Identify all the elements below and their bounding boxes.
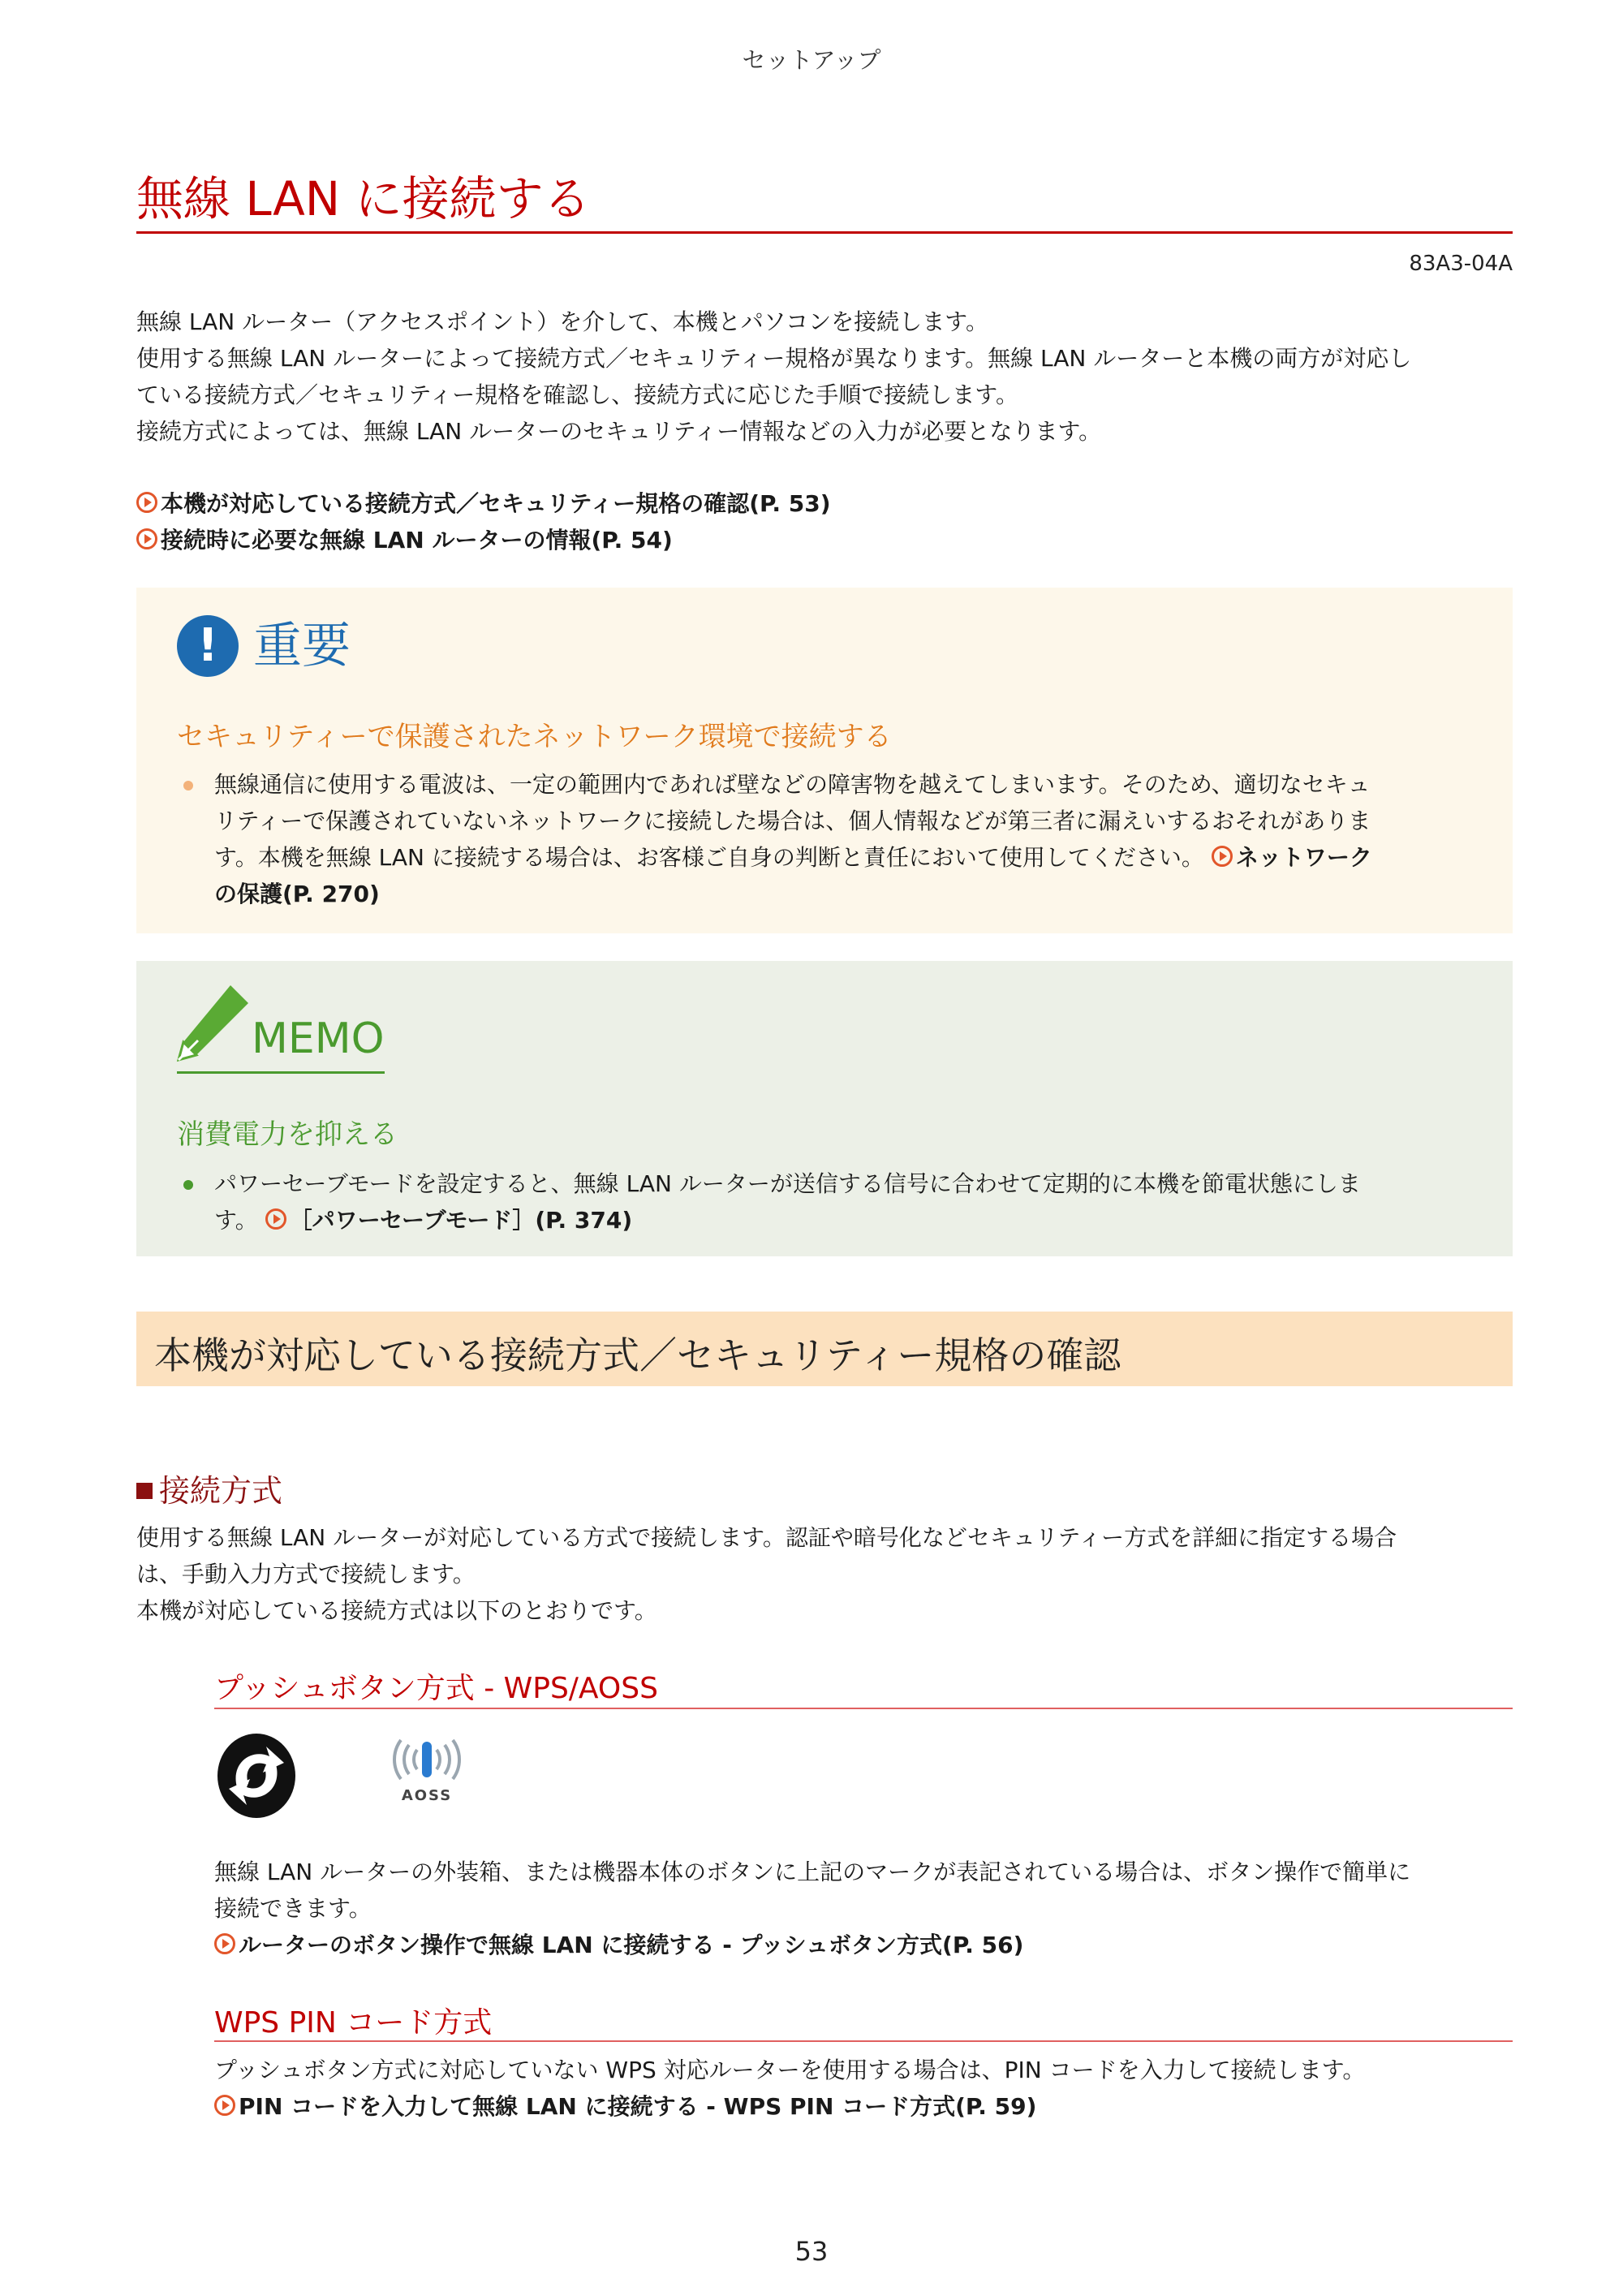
bullet-dot xyxy=(183,1180,193,1190)
link-network-protection-cont[interactable]: の保護(P. 270) xyxy=(214,881,380,907)
important-heading: 重要 xyxy=(253,618,351,674)
page-title: 無線 LAN に接続する xyxy=(136,171,591,226)
aoss-logo-icon xyxy=(386,1734,467,1805)
link-text[interactable]: 接続時に必要な無線 LAN ルーターの情報(P. 54) xyxy=(161,527,673,554)
section-title: 本機が対応している接続方式／セキュリティー規格の確認 xyxy=(154,1333,1121,1377)
pencil-icon xyxy=(174,980,255,1076)
method-line: 使用する無線 LAN ルーターが対応している方式で接続します。認証や暗号化などセキュリティー方式を詳細に指定する場合 xyxy=(136,1524,1397,1551)
link-router-info[interactable] xyxy=(136,522,831,558)
link-wps-pin-method[interactable] xyxy=(214,2088,1365,2125)
important-subheading: セキュリティーで保護されたネットワーク環境で接続する xyxy=(177,721,892,753)
link-network-protection[interactable] xyxy=(1212,844,1372,871)
wps-pin-text xyxy=(214,2052,1365,2125)
title-underline xyxy=(136,231,1513,234)
push-button-heading: プッシュボタン方式 - WPS/AOSS xyxy=(214,1672,658,1705)
exclamation-icon: ! xyxy=(177,615,239,677)
link-power-save[interactable] xyxy=(265,1207,633,1234)
memo-heading: MEMO xyxy=(252,1014,385,1063)
memo-line: パワーセーブモードを設定すると、無線 LAN ルーターが送信する信号に合わせて定期的に本機を節電状態にしま xyxy=(214,1170,1361,1197)
link-push-button-method[interactable] xyxy=(214,1927,1410,1963)
link-text[interactable]: ネットワーク xyxy=(1235,844,1372,871)
page-header: セットアップ xyxy=(742,46,881,74)
page-number: 53 xyxy=(794,2236,829,2267)
intro-line: ている接続方式／セキュリティー規格を確認し、接続方式に応じた手順で接続します。 xyxy=(136,381,1018,408)
important-line: 無線通信に使用する電波は、一定の範囲内であれば壁などの障害物を越えてしまいます。そのため、適切なセキュ xyxy=(214,771,1371,798)
link-text[interactable]: 本機が対応している接続方式／セキュリティー規格の確認(P. 53) xyxy=(161,490,831,517)
important-bullet xyxy=(214,766,1372,912)
intro-line: 使用する無線 LAN ルーターによって接続方式／セキュリティー規格が異なります。無線 LAN ルーターと本機の両方が対応し xyxy=(136,345,1412,372)
document-id: 83A3-04A xyxy=(1409,252,1513,276)
wps-logo-icon xyxy=(213,1730,300,1821)
memo-line-text: す。 xyxy=(214,1207,258,1234)
memo-underline xyxy=(177,1071,385,1074)
wps-pin-rule xyxy=(214,2040,1513,2042)
important-line: リティーで保護されていないネットワークに接続した場合は、個人情報などが第三者に漏えいするおそれがありま xyxy=(214,808,1371,834)
quick-links xyxy=(136,485,831,558)
memo-bullet xyxy=(214,1165,1361,1238)
push-button-rule xyxy=(214,1708,1513,1709)
method-heading xyxy=(136,1466,282,1510)
intro-line: 接続方式によっては、無線 LAN ルーターのセキュリティー情報などの入力が必要となります。 xyxy=(136,418,1102,445)
important-line xyxy=(214,839,1372,876)
pin-line: プッシュボタン方式に対応していない WPS 対応ルーターを使用する場合は、PIN コードを入力して接続します。 xyxy=(214,2057,1366,2083)
link-connection-standards[interactable] xyxy=(136,485,831,522)
arrow-link-icon xyxy=(136,492,157,513)
intro-line: 無線 LAN ルーター（アクセスポイント）を介して、本機とパソコンを接続します。 xyxy=(136,308,988,335)
push-line: 接続できます。 xyxy=(214,1895,372,1922)
memo-subheading: 消費電力を抑える xyxy=(177,1118,398,1151)
push-line: 無線 LAN ルーターの外装箱、または機器本体のボタンに上記のマークが表記されている場合は、ボタン操作で簡単に xyxy=(214,1859,1411,1885)
memo-line xyxy=(214,1202,1361,1238)
aoss-label: AOSS xyxy=(401,1787,453,1804)
arrow-link-icon xyxy=(136,528,157,549)
bullet-dot xyxy=(183,781,193,790)
arrow-link-icon xyxy=(1212,846,1233,867)
arrow-link-icon xyxy=(214,2095,235,2116)
arrow-link-icon xyxy=(265,1208,286,1230)
link-text[interactable]: ［パワーセーブモード］(P. 374) xyxy=(289,1207,633,1234)
wps-pin-heading: WPS PIN コード方式 xyxy=(214,2006,493,2040)
link-text[interactable]: PIN コードを入力して無線 LAN に接続する - WPS PIN コード方式(P. 59) xyxy=(239,2093,1037,2120)
method-line: は、手動入力方式で接続します。 xyxy=(136,1561,476,1587)
intro-text xyxy=(136,304,1411,450)
push-button-text xyxy=(214,1854,1410,1963)
arrow-link-icon xyxy=(214,1933,235,1954)
method-heading-text: 接続方式 xyxy=(159,1473,283,1509)
method-line: 本機が対応している接続方式は以下のとおりです。 xyxy=(136,1597,657,1624)
square-bullet-icon xyxy=(136,1483,153,1499)
important-line-text: す。本機を無線 LAN に接続する場合は、お客様ご自身の判断と責任において使用してください。 xyxy=(214,844,1204,871)
method-text xyxy=(136,1519,1397,1629)
link-text[interactable]: ルーターのボタン操作で無線 LAN に接続する - プッシュボタン方式(P. 56) xyxy=(239,1932,1024,1958)
